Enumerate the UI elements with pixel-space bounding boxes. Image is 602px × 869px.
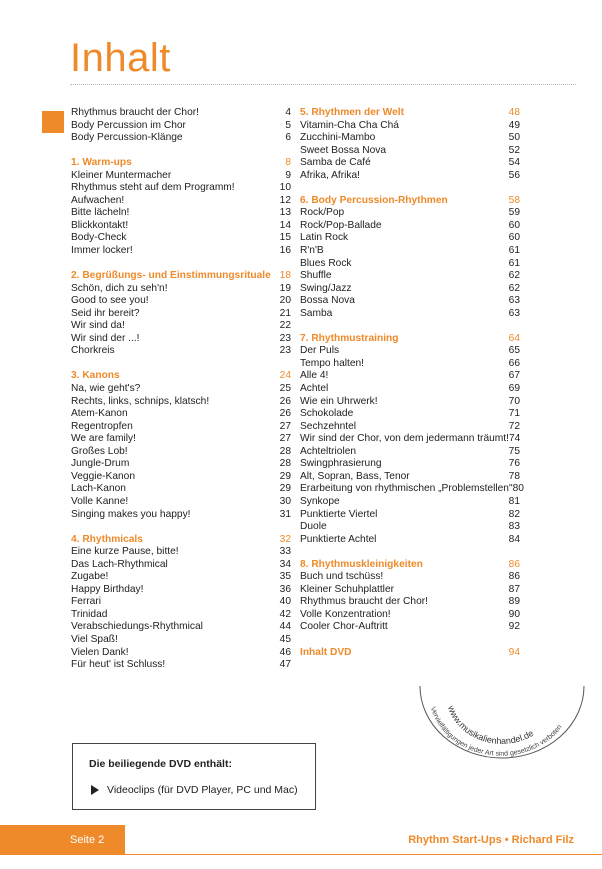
toc-entry-page: 76 <box>508 458 520 470</box>
toc-entry <box>71 458 291 471</box>
toc-entry-title: We are family! <box>71 433 136 445</box>
toc-entry <box>71 408 291 421</box>
toc-entry-title: Rock/Pop <box>300 207 345 219</box>
toc-entry <box>71 396 291 409</box>
toc-entry-page: 58 <box>508 194 520 206</box>
toc-entry <box>300 270 520 283</box>
toc-entry-page: 78 <box>508 470 520 482</box>
footer-accent-bar <box>0 825 125 855</box>
toc-entry-title: 5. Rhythmen der Welt <box>300 107 404 118</box>
toc-entry-page: 34 <box>279 558 291 570</box>
toc-entry-page: 23 <box>279 332 291 344</box>
toc-entry <box>71 107 291 120</box>
toc-entry-page: 74 <box>508 433 521 445</box>
toc-entry-title: Volle Konzentration! <box>300 608 391 620</box>
toc-entry <box>300 421 520 434</box>
toc-entry-page: 23 <box>279 345 291 357</box>
toc-entry-title: 4. Rhythmicals <box>71 533 143 545</box>
toc-entry-page: 25 <box>279 383 291 395</box>
toc-entry-title: Synkope <box>300 495 340 507</box>
toc-entry-page: 60 <box>508 219 520 231</box>
toc-entry-page: 83 <box>508 521 520 533</box>
toc-entry-title: Erarbeitung von rhythmischen „Problemstellen" <box>300 483 513 495</box>
toc-entry-title: Vielen Dank! <box>71 646 129 658</box>
toc-entry-page: 31 <box>279 508 291 520</box>
toc-entry-page: 18 <box>279 270 291 282</box>
toc-entry-page: 15 <box>279 232 291 244</box>
toc-chapter-heading <box>300 195 520 208</box>
stamp-url: www.musikalienhandel.de <box>445 704 536 747</box>
toc-chapter-heading <box>300 333 520 346</box>
stamp-notice: Vervielfältigungen jeder Art sind gesetzlich verboten <box>428 706 564 758</box>
toc-entry-page: 4 <box>285 107 291 118</box>
dvd-box-title: Die beiliegende DVD enthält: <box>89 758 232 770</box>
toc-spacer <box>71 145 291 158</box>
toc-entry <box>300 496 520 509</box>
toc-entry-title: Body Percussion-Klänge <box>71 132 183 144</box>
toc-entry-page: 19 <box>279 282 291 294</box>
toc-entry-title: Samba <box>300 307 333 319</box>
toc-entry <box>71 546 291 559</box>
toc-entry-title: Volle Kanne! <box>71 495 129 507</box>
toc-spacer <box>300 634 520 647</box>
toc-entry-title: Zugabe! <box>71 571 109 583</box>
toc-chapter-heading <box>71 157 291 170</box>
toc-entry <box>300 345 520 358</box>
toc-entry <box>71 496 291 509</box>
toc-entry-title: Lach-Kanon <box>71 483 126 495</box>
toc-entry-page: 94 <box>508 646 520 658</box>
toc-entry-page: 10 <box>279 182 291 194</box>
toc-entry-title: 3. Kanons <box>71 370 120 382</box>
toc-entry-page: 45 <box>279 633 291 645</box>
toc-entry <box>71 647 291 660</box>
toc-entry-page: 28 <box>279 445 291 457</box>
toc-entry-page: 50 <box>508 132 520 144</box>
toc-entry <box>71 471 291 484</box>
toc-entry-title: Blickkontakt! <box>71 219 129 231</box>
toc-entry <box>300 621 520 634</box>
toc-entry <box>300 609 520 622</box>
toc-entry <box>71 421 291 434</box>
toc-entry-title: Inhalt DVD <box>300 646 352 658</box>
toc-entry <box>300 232 520 245</box>
toc-entry-page: 92 <box>508 621 520 633</box>
toc-entry <box>71 308 291 321</box>
toc-entry-page: 63 <box>508 295 520 307</box>
toc-entry-page: 5 <box>285 119 291 131</box>
toc-entry-page: 46 <box>279 646 291 658</box>
toc-entry-page: 27 <box>279 433 291 445</box>
toc-left-column <box>71 107 291 672</box>
toc-entry <box>300 295 520 308</box>
toc-entry <box>71 182 291 195</box>
toc-entry-title: Atem-Kanon <box>71 408 128 420</box>
toc-entry-title: Viel Spaß! <box>71 633 118 645</box>
toc-entry-title: Shuffle <box>300 270 332 282</box>
toc-entry-page: 49 <box>508 119 520 131</box>
toc-entry <box>300 584 520 597</box>
toc-entry-title: Der Puls <box>300 345 340 357</box>
toc-entry <box>71 571 291 584</box>
toc-entry <box>300 571 520 584</box>
toc-entry-page: 26 <box>279 408 291 420</box>
toc-entry-title: Buch und tschüss! <box>300 571 384 583</box>
toc-entry-page: 90 <box>508 608 520 620</box>
toc-entry <box>300 358 520 371</box>
toc-entry-title: Rhythmus braucht der Chor! <box>300 596 428 608</box>
toc-entry <box>300 120 520 133</box>
toc-chapter-heading <box>71 370 291 383</box>
toc-entry <box>71 120 291 133</box>
toc-entry-title: Blues Rock <box>300 257 352 269</box>
toc-entry-page: 70 <box>508 395 520 407</box>
toc-entry-page: 82 <box>508 508 520 520</box>
orange-marker <box>42 111 64 133</box>
toc-entry-page: 72 <box>508 420 520 432</box>
toc-entry-title: Achteltriolen <box>300 445 357 457</box>
toc-entry-page: 89 <box>508 596 520 608</box>
toc-entry-page: 66 <box>508 357 520 369</box>
toc-entry <box>300 521 520 534</box>
toc-entry <box>300 308 520 321</box>
toc-entry-title: Rock/Pop-Ballade <box>300 219 382 231</box>
toc-entry-title: Swingphrasierung <box>300 458 382 470</box>
toc-entry-page: 56 <box>508 169 520 181</box>
toc-chapter-heading <box>71 534 291 547</box>
toc-entry-page: 52 <box>508 144 520 156</box>
toc-entry <box>71 283 291 296</box>
toc-entry-page: 48 <box>508 107 520 118</box>
toc-entry-title: Seid ihr bereit? <box>71 307 140 319</box>
toc-entry-page: 26 <box>279 395 291 407</box>
toc-entry <box>300 258 520 271</box>
toc-entry <box>300 157 520 170</box>
toc-entry-page: 24 <box>279 370 291 382</box>
toc-entry-title: Body Percussion im Chor <box>71 119 186 131</box>
page-title: Inhalt <box>70 36 171 80</box>
toc-entry <box>71 232 291 245</box>
toc-entry-title: Wir sind da! <box>71 320 125 332</box>
toc-entry <box>300 446 520 459</box>
toc-entry <box>300 245 520 258</box>
toc-entry-title: Verabschiedungs-Rhythmical <box>71 621 203 633</box>
toc-entry-page: 22 <box>279 320 291 332</box>
toc-entry-title: Rechts, links, schnips, klatsch! <box>71 395 210 407</box>
toc-entry-page: 81 <box>508 495 520 507</box>
toc-entry-title: Singing makes you happy! <box>71 508 191 520</box>
toc-entry-title: Ferrari <box>71 596 101 608</box>
toc-entry-title: Regentropfen <box>71 420 133 432</box>
toc-entry <box>71 433 291 446</box>
musikalienhandel-stamp <box>412 664 592 804</box>
dvd-contents-box <box>72 743 316 810</box>
toc-entry-title: Samba de Café <box>300 157 371 169</box>
toc-entry <box>300 132 520 145</box>
toc-entry-title: 6. Body Percussion-Rhythmen <box>300 194 448 206</box>
toc-entry-page: 63 <box>508 307 520 319</box>
toc-entry <box>300 145 520 158</box>
toc-entry <box>300 370 520 383</box>
toc-entry <box>71 207 291 220</box>
play-triangle-icon <box>91 785 99 795</box>
toc-entry <box>300 408 520 421</box>
toc-entry-page: 69 <box>508 383 520 395</box>
toc-entry-title: 1. Warm-ups <box>71 157 132 169</box>
toc-right-column <box>300 107 524 659</box>
toc-entry <box>71 584 291 597</box>
toc-entry-page: 32 <box>279 533 291 545</box>
toc-spacer <box>300 320 520 333</box>
toc-entry <box>300 396 520 409</box>
toc-chapter-heading <box>71 270 291 283</box>
toc-entry-page: 61 <box>508 245 520 257</box>
toc-entry-page: 27 <box>279 420 291 432</box>
toc-entry-title: Wie ein Uhrwerk! <box>300 395 378 407</box>
toc-entry-page: 62 <box>508 270 520 282</box>
toc-entry-title: Sechzehntel <box>300 420 357 432</box>
toc-entry-title: Swing/Jazz <box>300 282 352 294</box>
toc-entry <box>300 170 520 183</box>
toc-entry-page: 21 <box>279 307 291 319</box>
page-footer <box>0 825 602 855</box>
toc-entry-page: 54 <box>508 157 520 169</box>
toc-entry-page: 62 <box>508 282 520 294</box>
toc-entry-page: 80 <box>512 483 524 495</box>
toc-entry-page: 67 <box>508 370 520 382</box>
toc-entry-page: 20 <box>279 295 291 307</box>
dvd-item-label: Videoclips (für DVD Player, PC und Mac) <box>107 784 298 796</box>
toc-entry-title: Cooler Chor-Auftritt <box>300 621 388 633</box>
toc-entry <box>71 659 291 672</box>
toc-entry-title: Vitamin-Cha Cha Chá <box>300 119 399 131</box>
toc-entry-page: 87 <box>508 583 520 595</box>
toc-entry <box>300 207 520 220</box>
toc-entry-page: 84 <box>508 533 520 545</box>
toc-entry-title: Punktierte Viertel <box>300 508 378 520</box>
toc-entry <box>71 559 291 572</box>
toc-entry-title: Punktierte Achtel <box>300 533 377 545</box>
toc-entry-title: Für heut' ist Schluss! <box>71 659 166 671</box>
toc-entry-title: Eine kurze Pause, bitte! <box>71 546 179 558</box>
toc-entry-title: Wir sind der Chor, von dem jedermann träumt! <box>300 433 509 445</box>
toc-entry-title: Sweet Bossa Nova <box>300 144 387 156</box>
footer-credit: Rhythm Start-Ups • Richard Filz <box>408 834 574 846</box>
toc-entry-page: 71 <box>508 408 520 420</box>
toc-entry-title: Afrika, Afrika! <box>300 169 361 181</box>
toc-entry-page: 29 <box>279 470 291 482</box>
toc-entry <box>71 245 291 258</box>
toc-entry-page: 40 <box>279 596 291 608</box>
toc-entry <box>300 433 520 446</box>
toc-entry-page: 14 <box>279 219 291 231</box>
page-number: Seite 2 <box>70 834 105 846</box>
toc-entry-title: Schokolade <box>300 408 354 420</box>
toc-entry <box>300 509 520 522</box>
toc-entry <box>71 609 291 622</box>
toc-spacer <box>71 358 291 371</box>
toc-entry-title: Rhythmus steht auf dem Programm! <box>71 182 235 194</box>
toc-entry <box>71 295 291 308</box>
toc-entry-title: Body-Check <box>71 232 127 244</box>
toc-entry-title: Chorkreis <box>71 345 115 357</box>
toc-entry <box>71 483 291 496</box>
toc-entry-title: Kleiner Muntermacher <box>71 169 172 181</box>
toc-entry-title: Trinidad <box>71 608 108 620</box>
toc-entry-title: Rhythmus braucht der Chor! <box>71 107 199 118</box>
toc-entry <box>300 220 520 233</box>
toc-entry-title: Alt, Sopran, Bass, Tenor <box>300 470 410 482</box>
toc-entry-page: 28 <box>279 458 291 470</box>
toc-entry-page: 8 <box>285 157 291 169</box>
toc-entry-title: Kleiner Schuhplattler <box>300 583 395 595</box>
toc-chapter-heading <box>300 107 520 120</box>
footer-rule <box>125 854 602 855</box>
toc-entry <box>300 471 520 484</box>
toc-entry-title: Happy Birthday! <box>71 583 144 595</box>
toc-entry <box>71 634 291 647</box>
toc-spacer <box>300 182 520 195</box>
toc-entry-page: 13 <box>279 207 291 219</box>
toc-entry-title: Großes Lob! <box>71 445 128 457</box>
toc-entry-page: 86 <box>508 571 520 583</box>
toc-entry-title: Jungle-Drum <box>71 458 130 470</box>
toc-entry-title: Schön, dich zu seh'n! <box>71 282 168 294</box>
toc-entry-title: Bitte lächeln! <box>71 207 130 219</box>
toc-entry-title: Alle 4! <box>300 370 329 382</box>
toc-entry <box>71 195 291 208</box>
toc-entry <box>300 596 520 609</box>
toc-chapter-heading <box>300 559 520 572</box>
toc-entry-title: Das Lach-Rhythmical <box>71 558 168 570</box>
toc-entry <box>71 596 291 609</box>
toc-entry-page: 60 <box>508 232 520 244</box>
toc-entry-page: 29 <box>279 483 291 495</box>
toc-entry <box>300 458 520 471</box>
toc-entry <box>71 509 291 522</box>
toc-entry-page: 30 <box>279 495 291 507</box>
toc-entry <box>71 345 291 358</box>
toc-entry <box>300 534 520 547</box>
toc-entry-title: 7. Rhythmustraining <box>300 332 399 344</box>
toc-entry-page: 16 <box>279 245 291 257</box>
toc-entry-page: 6 <box>285 132 291 144</box>
toc-entry-title: Duole <box>300 521 327 533</box>
toc-entry <box>71 621 291 634</box>
toc-entry-page: 75 <box>508 445 520 457</box>
toc-entry-page: 64 <box>508 332 520 344</box>
toc-entry-title: Na, wie geht's? <box>71 383 141 395</box>
toc-entry-page: 86 <box>508 558 520 570</box>
toc-entry-page: 33 <box>279 546 291 558</box>
toc-entry-page: 65 <box>508 345 520 357</box>
toc-entry-page: 61 <box>508 257 520 269</box>
toc-entry-title: Aufwachen! <box>71 194 125 206</box>
toc-entry <box>71 383 291 396</box>
dvd-item <box>91 784 298 796</box>
toc-entry-title: Wir sind der ...! <box>71 332 140 344</box>
toc-entry-title: Bossa Nova <box>300 295 355 307</box>
toc-spacer <box>71 521 291 534</box>
toc-entry <box>300 483 524 496</box>
toc-entry-page: 36 <box>279 583 291 595</box>
toc-spacer <box>300 546 520 559</box>
toc-spacer <box>71 258 291 271</box>
toc-entry <box>71 446 291 459</box>
toc-entry <box>71 333 291 346</box>
toc-chapter-heading <box>300 647 520 660</box>
toc-entry-title: R'n'B <box>300 245 324 257</box>
toc-entry-page: 35 <box>279 571 291 583</box>
toc-entry <box>71 132 291 145</box>
toc-entry-title: Tempo halten! <box>300 357 364 369</box>
toc-entry <box>71 220 291 233</box>
toc-entry <box>300 383 520 396</box>
toc-entry-page: 59 <box>508 207 520 219</box>
toc-entry-title: 2. Begrüßungs- und Einstimmungsrituale <box>71 270 271 282</box>
toc-entry-title: Veggie-Kanon <box>71 470 136 482</box>
toc-entry <box>71 170 291 183</box>
toc-entry-page: 44 <box>279 621 291 633</box>
toc-entry <box>300 283 520 296</box>
toc-entry-title: Zucchini-Mambo <box>300 132 376 144</box>
toc-entry-title: Good to see you! <box>71 295 149 307</box>
toc-entry-page: 47 <box>279 659 291 671</box>
toc-entry-title: Immer locker! <box>71 245 133 257</box>
toc-entry-page: 9 <box>285 169 291 181</box>
toc-entry-title: Latin Rock <box>300 232 349 244</box>
title-rule <box>70 84 576 85</box>
toc-entry <box>71 320 291 333</box>
toc-entry-title: 8. Rhythmuskleinigkeiten <box>300 558 423 570</box>
toc-entry-page: 42 <box>279 608 291 620</box>
toc-entry-page: 12 <box>279 194 291 206</box>
toc-entry-title: Achtel <box>300 383 329 395</box>
